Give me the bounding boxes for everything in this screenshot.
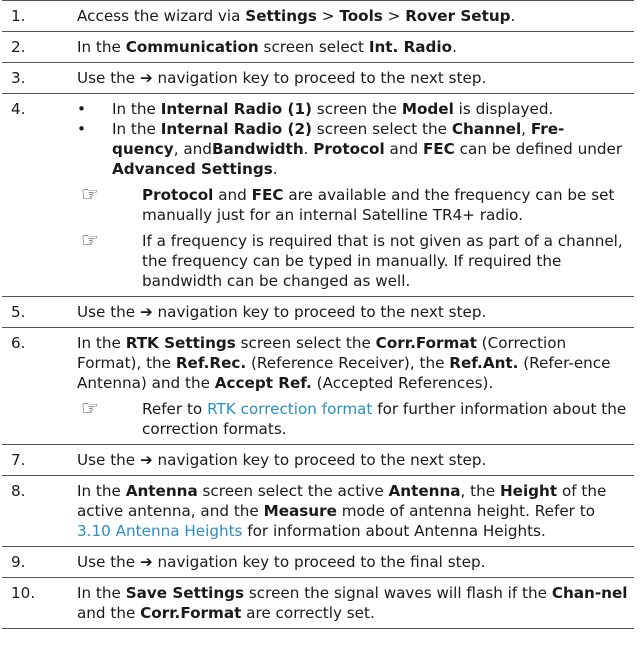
ui-term: Fre-quency <box>112 120 565 158</box>
step-text: If a frequency is required that is not given as part of a channel, the frequency can be typed in manually. If required the bandwidth can be changed as well. <box>142 232 623 290</box>
step-text: for further information about the correction formats. <box>142 400 627 438</box>
ui-term: Int. Radio <box>368 38 453 56</box>
step-text: are available and the frequency can be set manually just for an internal Satelline TR4+ radio. <box>142 186 615 224</box>
ui-term: Antenna <box>388 482 461 500</box>
step-row <box>2 445 634 476</box>
step-text: and <box>213 186 252 204</box>
ui-term: FEC <box>251 186 284 204</box>
step-paragraph <box>77 333 630 393</box>
step-text: > <box>316 7 340 25</box>
step-text: Access the wizard via <box>77 7 246 25</box>
step-text: navigation key to proceed to the next step. <box>152 69 487 87</box>
bullet-list <box>77 99 630 179</box>
ui-term: Accept Ref. <box>214 374 312 392</box>
step-content <box>77 481 634 541</box>
ui-term: Ref.Ant. <box>449 354 519 372</box>
step-text: Use the <box>77 69 140 87</box>
ui-term: FEC <box>422 140 455 158</box>
step-paragraph <box>77 552 630 572</box>
note <box>77 396 630 439</box>
step-paragraph <box>77 450 630 470</box>
pointing-hand-icon: ☞ <box>81 182 99 206</box>
cross-reference-link[interactable]: RTK correction format <box>207 400 373 418</box>
step-text: In the <box>77 584 126 602</box>
step-paragraph <box>77 37 630 57</box>
step-text: screen select <box>258 38 369 56</box>
step-content <box>77 99 634 291</box>
step-number: 9. <box>11 553 26 571</box>
step-text: (Refer-ence Antenna) and the <box>77 354 611 392</box>
step-text: can be defined under <box>454 140 623 158</box>
step-paragraph <box>77 6 630 26</box>
note-text <box>142 399 630 439</box>
arrow-right-icon: ➔ <box>139 303 153 321</box>
ui-term: Save Settings <box>125 584 245 602</box>
step-text: of the active antenna, and the <box>77 482 607 520</box>
ui-term: Internal Radio (1) <box>160 100 312 118</box>
ui-term: Measure <box>263 502 337 520</box>
step-text: In the <box>112 120 161 138</box>
arrow-right-icon: ➔ <box>139 451 153 469</box>
step-text: is displayed. <box>453 100 554 118</box>
step-row <box>2 297 634 328</box>
step-content <box>77 333 634 439</box>
step-content <box>77 6 634 26</box>
step-row <box>2 32 634 63</box>
step-number: 8. <box>11 482 26 500</box>
step-text: Refer to <box>142 400 208 418</box>
step-text: are correctly set. <box>241 604 375 622</box>
step-row <box>2 547 634 578</box>
ui-term: Communication <box>125 38 259 56</box>
instruction-steps-table <box>2 0 634 629</box>
step-number: 7. <box>11 451 26 469</box>
step-content <box>77 37 634 57</box>
ui-term: Model <box>401 100 454 118</box>
step-text: In the <box>77 38 126 56</box>
step-text: for information about Antenna Heights. <box>242 522 546 540</box>
step-text: and the <box>77 604 141 622</box>
step-text: > <box>382 7 406 25</box>
step-text: screen select the <box>235 334 376 352</box>
step-text: screen the signal waves will flash if the <box>244 584 552 602</box>
ui-term: Tools <box>339 7 383 25</box>
ui-term: Bandwidth <box>211 140 304 158</box>
step-text: screen select the <box>311 120 452 138</box>
ui-term: Height <box>499 482 558 500</box>
step-row <box>2 63 634 94</box>
ui-term: Rover Setup <box>405 7 511 25</box>
pointing-hand-icon: ☞ <box>81 396 99 420</box>
step-text: . <box>510 7 516 25</box>
note <box>77 182 630 225</box>
ui-term: Internal Radio (2) <box>160 120 312 138</box>
step-row <box>2 328 634 445</box>
step-row <box>2 476 634 547</box>
step-text: (Correction Format), the <box>77 334 567 372</box>
step-text: (Reference Receiver), the <box>246 354 450 372</box>
step-content <box>77 68 634 88</box>
step-paragraph <box>77 68 630 88</box>
ui-term: Ref.Rec. <box>175 354 247 372</box>
ui-term: Protocol <box>313 140 385 158</box>
step-content <box>77 583 634 623</box>
note-text <box>142 231 630 291</box>
bullet-icon: • <box>77 100 86 118</box>
step-number: 1. <box>11 7 26 25</box>
ui-term: Settings <box>245 7 317 25</box>
step-paragraph <box>77 583 630 623</box>
note <box>77 228 630 291</box>
step-number: 10. <box>11 584 36 602</box>
arrow-right-icon: ➔ <box>139 553 153 571</box>
step-row <box>2 0 634 32</box>
step-number: 2. <box>11 38 26 56</box>
step-content <box>77 450 634 470</box>
step-text: . <box>452 38 457 56</box>
step-text: screen select the active <box>197 482 389 500</box>
step-text: and <box>384 140 423 158</box>
ui-term: Antenna <box>125 482 198 500</box>
step-number: 6. <box>11 334 26 352</box>
step-text: Use the <box>77 451 140 469</box>
ui-term: Corr.Format <box>140 604 242 622</box>
step-text: screen the <box>311 100 402 118</box>
step-row <box>2 578 634 629</box>
step-text: navigation key to proceed to the next step. <box>152 451 487 469</box>
step-text: , and <box>173 140 212 158</box>
step-content <box>77 552 634 572</box>
step-text: Use the <box>77 553 140 571</box>
step-text: . <box>303 140 314 158</box>
step-number: 4. <box>11 100 26 118</box>
note-text <box>142 185 630 225</box>
step-text: mode of antenna height. Refer to <box>336 502 596 520</box>
step-text: Use the <box>77 303 140 321</box>
ui-term: Corr.Format <box>375 334 477 352</box>
step-text: In the <box>77 482 126 500</box>
ui-term: Chan-nel <box>551 584 628 602</box>
list-item <box>77 99 630 119</box>
step-number: 3. <box>11 69 26 87</box>
step-text: , <box>521 120 531 138</box>
step-text: navigation key to proceed to the final step. <box>152 553 486 571</box>
step-content <box>77 302 634 322</box>
step-text: navigation key to proceed to the next step. <box>152 303 487 321</box>
step-paragraph <box>77 302 630 322</box>
step-text: (Accepted References). <box>311 374 494 392</box>
ui-term: Channel <box>451 120 522 138</box>
ui-term: Protocol <box>142 186 214 204</box>
cross-reference-link[interactable]: 3.10 Antenna Heights <box>77 522 243 540</box>
pointing-hand-icon: ☞ <box>81 228 99 252</box>
step-number: 5. <box>11 303 26 321</box>
bullet-icon: • <box>77 120 86 138</box>
ui-term: Advanced Settings <box>112 160 273 178</box>
step-row <box>2 94 634 297</box>
ui-term: RTK Settings <box>125 334 236 352</box>
step-text: In the <box>77 334 126 352</box>
step-text: . <box>272 160 278 178</box>
step-paragraph <box>77 481 630 541</box>
list-item <box>77 119 630 179</box>
step-text: , the <box>460 482 500 500</box>
step-text: In the <box>112 100 161 118</box>
arrow-right-icon: ➔ <box>139 69 153 87</box>
